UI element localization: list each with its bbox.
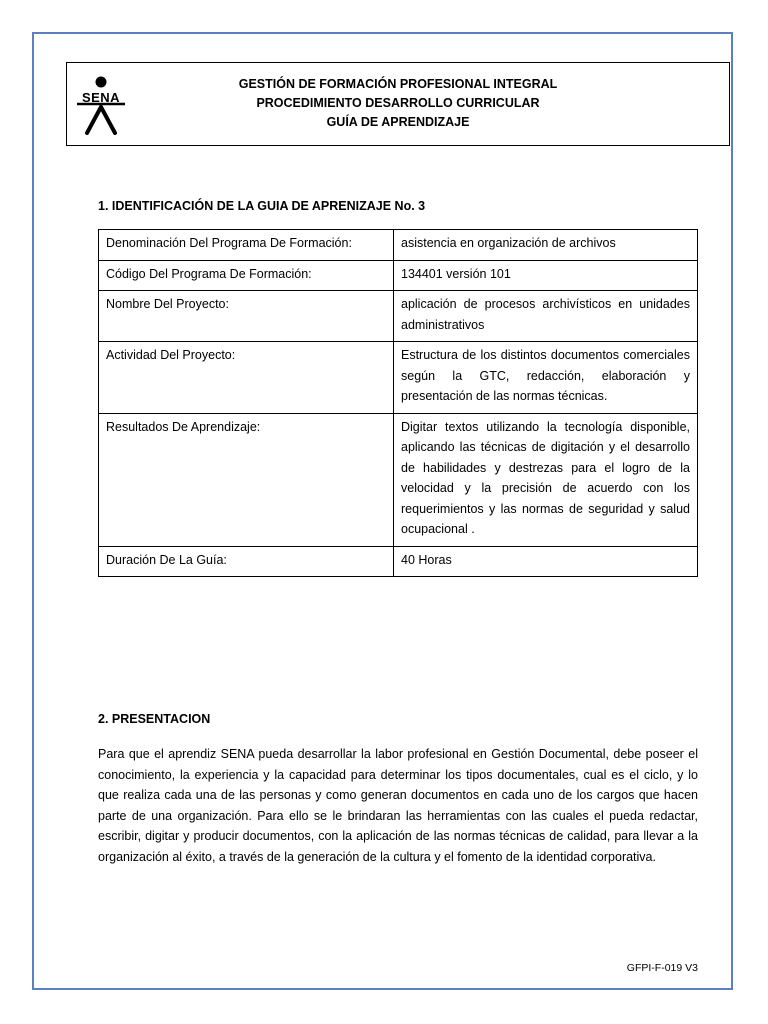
row-label: Denominación Del Programa De Formación: — [99, 230, 394, 261]
header-line-3: GUÍA DE APRENDIZAJE — [326, 115, 470, 129]
row-value: Estructura de los distintos documentos comerciales según la GTC, redacción, elaboración y presentación de las normas técnicas. — [394, 342, 698, 414]
table-row — [99, 413, 698, 546]
row-value: 40 Horas — [394, 546, 698, 577]
row-label: Código Del Programa De Formación: — [99, 260, 394, 291]
table-row — [99, 342, 698, 414]
presentation-paragraph: Para que el aprendiz SENA pueda desarrollar la labor profesional en Gestión Documental, debe poseer el conocimiento, la experiencia y la capacidad para determinar los tipos documentales, cual es el ciclo, y lo que realiza cada una de las personas y como generan documentos en cada uno de los cargos que hacen parte de una organización. Para ello se le brindaran las herramientas con las cuales el pueda redactar, escribir, digitar y producir documentos, con la aplicación de las normas técnicas de calidad, para llevar a la organización al éxito, a través de la generación de la cultura y el fomento de la identidad corporativa. — [98, 747, 698, 864]
row-label: Duración De La Guía: — [99, 546, 394, 577]
row-label: Nombre Del Proyecto: — [99, 291, 394, 342]
logo-text: SENA — [81, 90, 121, 105]
form-code: GFPI-F-019 V3 — [626, 962, 698, 974]
row-value: 134401 versión 101 — [394, 260, 698, 291]
row-value: aplicación de procesos archivísticos en unidades administrativos — [394, 291, 698, 342]
header-title — [67, 75, 729, 132]
section-1-title: 1. IDENTIFICACIÓN DE LA GUIA DE APRENIZAJE No. 3 — [98, 199, 426, 213]
table-row — [99, 230, 698, 261]
header-line-2: PROCEDIMIENTO DESARROLLO CURRICULAR — [256, 96, 540, 110]
document-header — [66, 62, 730, 146]
row-label: Actividad Del Proyecto: — [99, 342, 394, 414]
table-row — [99, 260, 698, 291]
table-row — [99, 546, 698, 577]
section-2-title: 2. PRESENTACION — [98, 712, 211, 726]
table-row — [99, 291, 698, 342]
row-value: asistencia en organización de archivos — [394, 230, 698, 261]
header-line-1: GESTIÓN DE FORMACIÓN PROFESIONAL INTEGRAL — [238, 77, 558, 91]
identification-table — [98, 229, 698, 577]
row-label: Resultados De Aprendizaje: — [99, 413, 394, 546]
row-value: Digitar textos utilizando la tecnología disponible, aplicando las técnicas de digitación y el desarrollo de habilidades y destrezas para el logro de la velocidad y la precisión de acuerdo con los requerimientos y las normas de seguridad y salud ocupacional . — [394, 413, 698, 546]
